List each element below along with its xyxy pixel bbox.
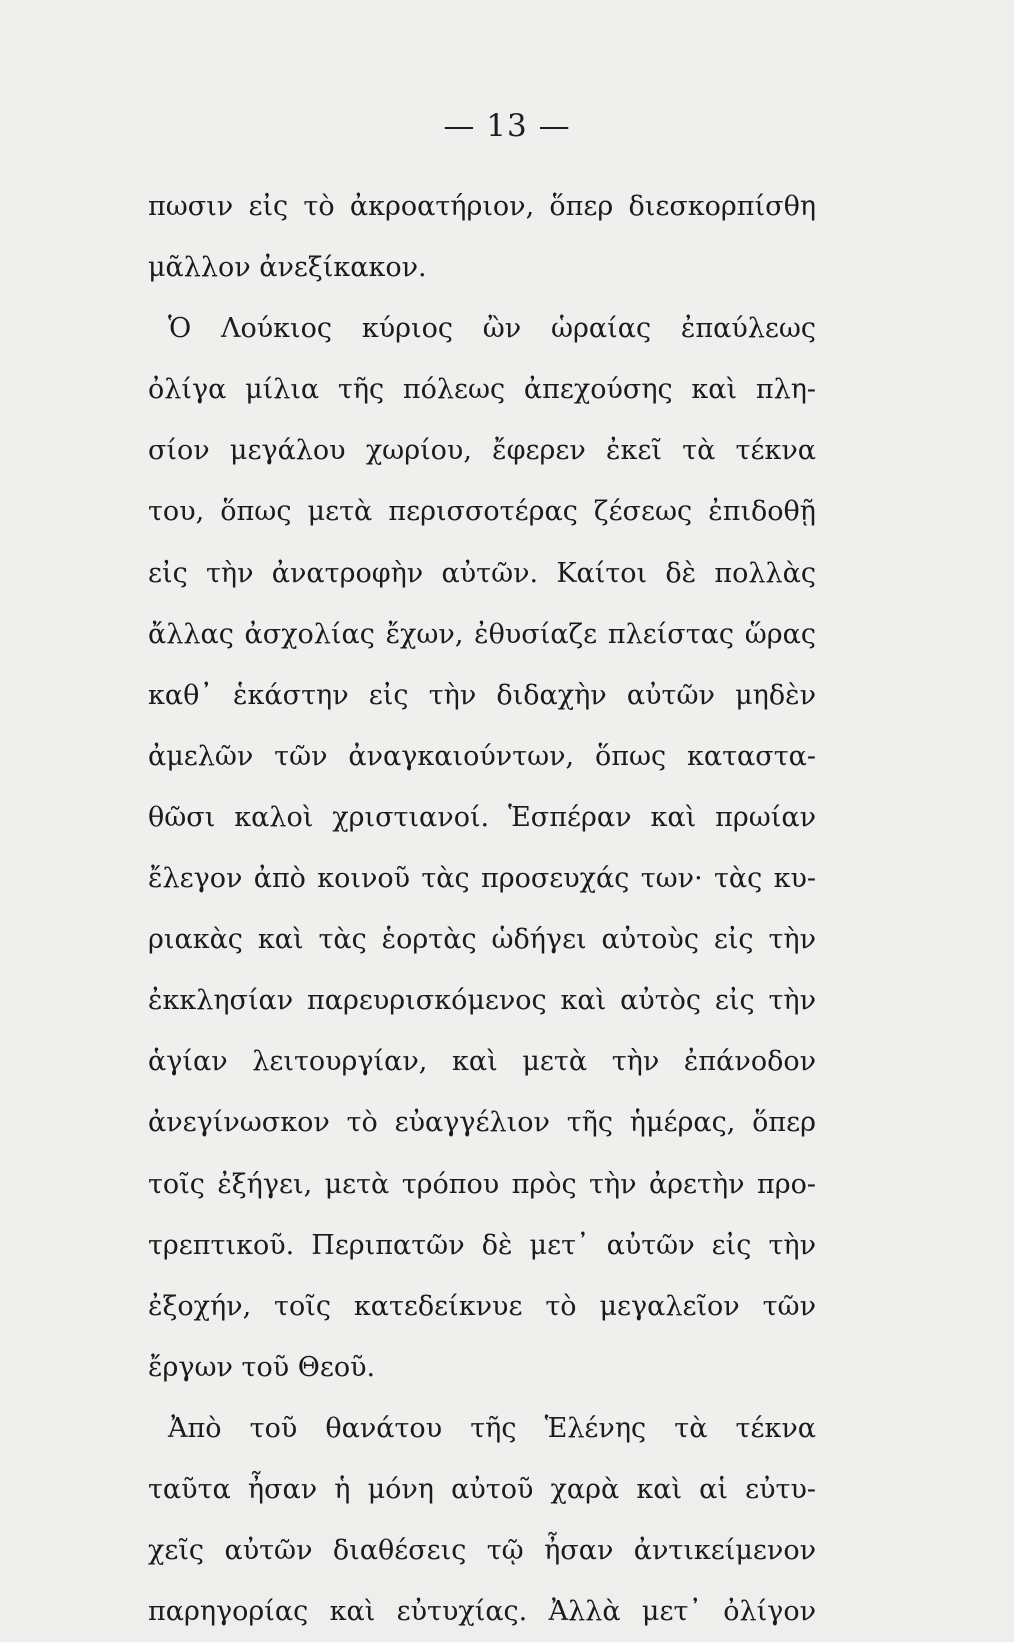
text-line-21: Ἀπὸ τοῦ θανάτου τῆς Ἑλένης τὰ τέκνα (168, 1412, 816, 1444)
text-line-16: ἀνεγίνωσκον τὸ εὐαγγέλιον τῆς ἡμέρας, ὅπερ (148, 1107, 816, 1139)
text-line-11: θῶσι καλοὶ χριστιανοί. Ἑσπέραν καὶ πρωίαν (148, 801, 816, 833)
text-line-9: καθ᾽ ἑκάστην εἰς τὴν διδαχὴν αὐτῶν μηδὲν (148, 679, 816, 711)
text-line-12: ἔλεγον ἀπὸ κοινοῦ τὰς προσευχάς των· τὰς κυ- (148, 863, 816, 895)
body-text (148, 176, 816, 1642)
text-line-15: ἁγίαν λειτουργίαν, καὶ μετὰ τὴν ἐπάνοδον (148, 1046, 816, 1078)
text-line-13: ριακὰς καὶ τὰς ἑορτὰς ὡδήγει αὐτοὺς εἰς τὴν (148, 924, 816, 956)
text-line-6: του, ὅπως μετὰ περισσοτέρας ζέσεως ἐπιδοθῇ (148, 496, 816, 528)
text-line-3: Ὁ Λούκιος κύριος ὢν ὡραίας ἐπαύλεως (168, 313, 816, 345)
text-line-17: τοῖς ἐξήγει, μετὰ τρόπου πρὸς τὴν ἀρετὴν προ- (148, 1168, 816, 1200)
page-number: — 13 — (443, 108, 571, 144)
text-line-5: σίον μεγάλου χωρίου, ἔφερεν ἐκεῖ τὰ τέκνα (148, 435, 816, 467)
text-line-14: ἐκκλησίαν παρευρισκόμενος καὶ αὐτὸς εἰς τὴν (148, 985, 816, 1017)
text-line-19: ἐξοχήν, τοῖς κατεδείκνυε τὸ μεγαλεῖον τῶν (148, 1290, 816, 1322)
text-line-1: πωσιν εἰς τὸ ἀκροατήριον, ὅπερ διεσκορπίσθη (148, 191, 816, 222)
text-line-24: παρηγορίας καὶ εὐτυχίας. Ἀλλὰ μετ᾽ ὀλίγον (148, 1596, 816, 1628)
text-line-20: ἔργων τοῦ Θεοῦ. (148, 1351, 376, 1383)
text-line-4: ὀλίγα μίλια τῆς πόλεως ἀπεχούσης καὶ πλη- (148, 374, 816, 406)
text-line-23: χεῖς αὐτῶν διαθέσεις τῷ ἦσαν ἀντικείμενον (148, 1535, 816, 1567)
text-line-18: τρεπτικοῦ. Περιπατῶν δὲ μετ᾽ αὐτῶν εἰς τὴν (148, 1229, 816, 1261)
text-line-7: εἰς τὴν ἀνατροφὴν αὐτῶν. Καίτοι δὲ πολλὰς (148, 557, 816, 589)
text-line-2: μᾶλλον ἀνεξίκακον. (148, 252, 427, 284)
text-line-8: ἄλλας ἀσχολίας ἔχων, ἐθυσίαζε πλείστας ὥρας (148, 618, 816, 650)
text-line-10: ἀμελῶν τῶν ἀναγκαιούντων, ὅπως καταστα- (148, 740, 816, 772)
text-line-22: ταῦτα ἦσαν ἡ μόνη αὐτοῦ χαρὰ καὶ αἱ εὐτυ- (148, 1473, 816, 1505)
